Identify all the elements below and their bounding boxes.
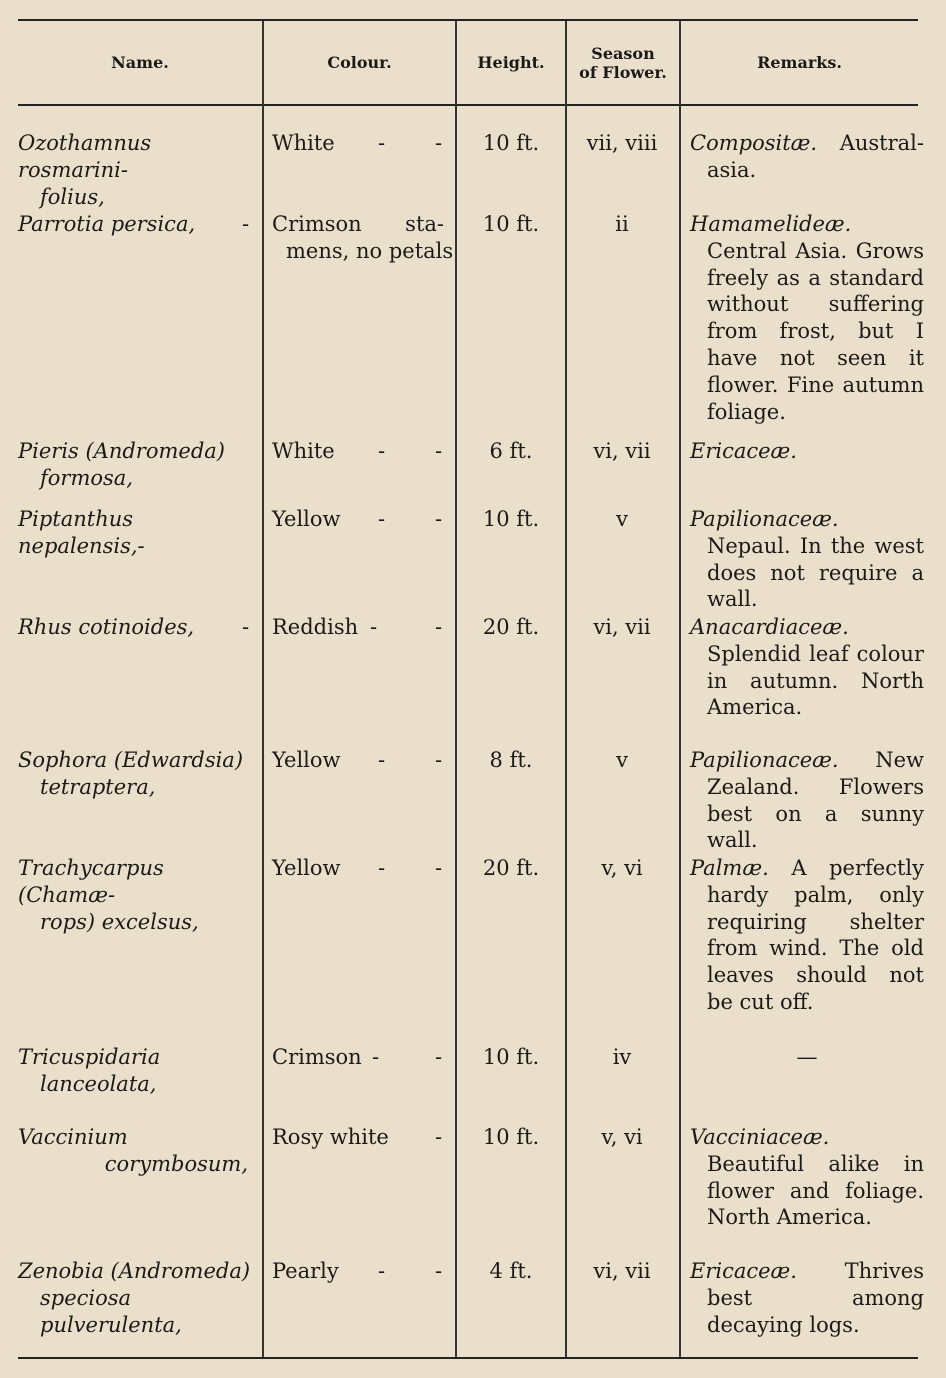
leader-dash: - [435,131,443,155]
remarks-text: Splendid leaf colour in autumn. North America. [707,641,924,720]
plant-name-line: corymbosum, [104,1151,248,1176]
flower-colour-line: White [272,131,335,155]
flowering-season: v [616,507,628,531]
plant-name-line: Sophora (Edwardsia) [18,748,244,772]
remarks-text: New Zealand. Flowers best on a sunny wall. [707,748,924,853]
flowering-season: vi, vii [593,1259,651,1283]
remarks [690,747,924,854]
plant-name-line: lanceolata, [40,1071,157,1096]
plant-height: 6 ft. [489,439,533,463]
column-divider [679,21,681,1357]
leader-dash: - [372,1045,380,1069]
plant-name-line: Ozothamnus rosmarini- [18,131,152,182]
flower-colour [272,130,450,157]
flowering-season: vi, vii [593,439,651,463]
plant-name-line: folius, [40,184,105,209]
remarks-text: Austral-asia. [707,131,924,182]
leader-dash: - [242,212,250,236]
flower-colour [272,855,450,882]
header-rule [18,104,918,106]
plant-name-line: Rhus cotinoides, [18,615,195,639]
remarks-text: A perfectly hardy palm, only requiring shelter from wind. The old leaves should not be cut off. [707,856,924,1014]
plant-height: 20 ft. [482,856,540,880]
flowering-season: iv [612,1045,632,1069]
plant-family: Ericaceæ. [690,439,797,463]
plant-name-line: Pieris (Andromeda) [18,439,225,463]
header-season [567,21,679,104]
plant-name [18,211,256,238]
plant-name [18,506,256,560]
remarks-text: Beautiful alike in flower and foliage. North America. [707,1151,924,1230]
plant-name-line: Vaccinium [18,1125,128,1149]
plant-family: Papilionaceæ. [690,507,839,531]
header-season-line2: of Flower. [579,62,667,82]
flower-colour [272,438,450,465]
flower-colour-line: mens, no petals [286,238,454,263]
flower-colour [272,211,454,265]
flower-colour-line: Pearly [272,1259,339,1283]
plant-family: Palmæ. [690,856,769,880]
plant-name-line: Piptanthus nepalensis,- [18,507,145,558]
remarks [690,506,924,613]
remarks-text: Thrives best among decaying logs. [707,1259,924,1337]
plant-family: Anacardiaceæ. [690,615,849,639]
plant-name-line: formosa, [40,465,133,490]
leader-dash: - [435,856,443,880]
flowering-season: v, vi [601,1125,643,1149]
leader-dash: - [435,439,443,463]
flower-colour [272,614,450,641]
remarks [690,1044,924,1071]
plant-family: Vacciniaceæ. [690,1125,830,1149]
header-remarks: Remarks. [757,53,842,72]
leader-dash: - [378,507,386,531]
flower-colour-line: Rosy white [272,1125,389,1149]
column-divider [262,21,264,1357]
plant-name [18,855,256,935]
plant-name [18,1258,256,1338]
remarks [690,1258,924,1338]
flower-colour-line: Yellow [272,856,341,880]
remarks [690,130,924,184]
remarks-text: — [796,1045,818,1069]
flower-colour-line: Yellow [272,507,341,531]
plant-name [18,747,256,801]
plant-name-line: speciosa pulverulenta, [40,1285,182,1337]
plant-family: Ericaceæ. [690,1259,797,1283]
leader-dash: - [435,1125,443,1149]
header-season-line1: Season [591,43,655,63]
remarks [690,855,924,1016]
plant-name [18,614,256,641]
remarks [690,614,924,721]
leader-dash: - [435,1045,443,1069]
flowering-season: vi, vii [593,615,651,639]
header-name: Name. [111,53,169,72]
leader-dash: - [370,615,378,639]
bottom-rule [18,1357,918,1359]
plant-name-line: Trachycarpus (Chamæ- [18,856,164,907]
plant-name [18,1124,256,1178]
flower-colour-line: Crimson sta- [272,212,444,236]
leader-dash: - [378,131,386,155]
leader-dash: - [435,615,443,639]
leader-dash: - [378,748,386,772]
plant-height: 20 ft. [482,615,540,639]
flower-colour [272,1044,450,1071]
plant-name-line: Zenobia (Andromeda) [18,1259,251,1283]
leader-dash: - [378,439,386,463]
leader-dash: - [435,507,443,531]
plant-height: 8 ft. [489,748,533,772]
plant-name-line: Tricuspidaria [18,1045,161,1069]
plant-family: Hamamelideæ. [690,212,852,236]
plant-height: 10 ft. [482,507,540,531]
remarks-text: Central Asia. Grows freely as a standard without suffering from frost, but I have not seen it flower. Fine autumn foliage. [707,238,924,424]
plant-name-line: tetraptera, [40,774,156,799]
flower-colour [272,1124,450,1151]
leader-dash: - [378,1259,386,1283]
flower-colour [272,1258,450,1285]
plant-family: Compositæ. [690,131,818,155]
leader-dash: - [242,615,250,639]
leader-dash: - [435,748,443,772]
flower-colour-line: Yellow [272,748,341,772]
header-height: Height. [477,53,545,72]
plant-height: 10 ft. [482,212,540,236]
plant-height: 10 ft. [482,1045,540,1069]
header-colour: Colour. [327,53,392,72]
flowering-season: ii [615,212,629,236]
plant-name [18,1044,256,1098]
plant-family: Papilionaceæ. [690,748,839,772]
remarks [690,1124,924,1231]
leader-dash: - [378,856,386,880]
flowering-season: v, vi [601,856,643,880]
plant-name-line: rops) excelsus, [40,909,199,934]
remarks [690,438,924,465]
plant-name [18,130,256,210]
plant-height: 4 ft. [489,1259,533,1283]
column-divider [455,21,457,1357]
flower-colour-line: White [272,439,335,463]
plant-name-line: Parrotia persica, [18,212,196,236]
flower-colour-line: Reddish [272,615,359,639]
leader-dash: - [435,1259,443,1283]
flowering-season: v [616,748,628,772]
remarks [690,211,924,425]
plant-height: 10 ft. [482,131,540,155]
plant-name [18,438,256,492]
flower-colour-line: Crimson [272,1045,362,1069]
flower-colour [272,747,450,774]
flowering-season: vii, viii [586,131,658,155]
remarks-text: Nepaul. In the west does not require a wall. [707,533,924,612]
flower-colour [272,506,450,533]
plant-height: 10 ft. [482,1125,540,1149]
